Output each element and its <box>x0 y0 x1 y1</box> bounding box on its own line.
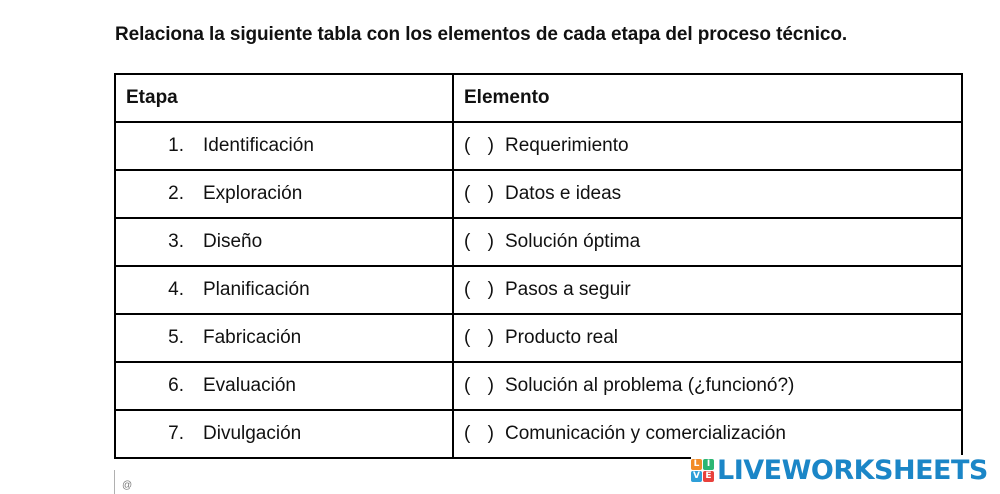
answer-blank[interactable] <box>464 279 494 301</box>
stage-number: 5. <box>168 327 184 348</box>
element-text: Pasos a seguir <box>505 279 631 300</box>
answer-blank[interactable] <box>464 135 494 157</box>
close-paren: ) <box>487 327 494 348</box>
open-paren: ( <box>464 279 471 300</box>
stage-cell <box>115 170 453 218</box>
stage-cell <box>115 410 453 458</box>
stage-number: 3. <box>168 231 184 252</box>
element-cell <box>453 362 962 410</box>
element-text: Requerimiento <box>505 135 629 156</box>
stage-cell <box>115 362 453 410</box>
close-paren: ) <box>487 375 494 396</box>
element-cell <box>453 410 962 458</box>
logo-tile: I <box>703 459 714 470</box>
answer-blank[interactable] <box>464 183 494 205</box>
answer-blank[interactable] <box>464 327 494 349</box>
stage-number: 6. <box>168 375 184 396</box>
stage-name: Fabricación <box>203 327 302 348</box>
stage-cell <box>115 266 453 314</box>
matching-table <box>114 73 963 459</box>
brand-wordmark: LIVEWORKSHEETS <box>717 454 988 486</box>
open-paren: ( <box>464 423 471 444</box>
element-text: Datos e ideas <box>505 183 622 204</box>
stage-name: Identificación <box>203 135 314 156</box>
header-stage: Etapa <box>115 74 453 122</box>
close-paren: ) <box>487 135 494 156</box>
open-paren: ( <box>464 183 471 204</box>
stage-name: Evaluación <box>203 375 296 396</box>
stage-cell <box>115 218 453 266</box>
stage-name: Diseño <box>203 231 263 252</box>
instruction-title: Relaciona la siguiente tabla con los elementos de cada etapa del proceso técnico. <box>115 24 848 45</box>
close-paren: ) <box>487 183 494 204</box>
element-text: Comunicación y comercialización <box>505 423 786 444</box>
close-paren: ) <box>487 279 494 300</box>
table-row <box>115 314 962 362</box>
answer-blank[interactable] <box>464 423 494 445</box>
table-row <box>115 218 962 266</box>
stage-number: 7. <box>168 423 184 444</box>
liveworksheets-logo-icon <box>691 459 714 482</box>
liveworksheets-brand <box>691 455 994 485</box>
open-paren: ( <box>464 231 471 252</box>
stage-name: Divulgación <box>203 423 302 444</box>
table-row <box>115 122 962 170</box>
table-row <box>115 410 962 458</box>
stage-name: Planificación <box>203 279 310 300</box>
logo-tile: L <box>691 459 702 470</box>
open-paren: ( <box>464 375 471 396</box>
stage-cell <box>115 314 453 362</box>
answer-blank[interactable] <box>464 375 494 397</box>
header-element: Elemento <box>453 74 962 122</box>
logo-tile: V <box>691 471 702 482</box>
stage-number: 1. <box>168 135 184 156</box>
table-row <box>115 362 962 410</box>
stage-number: 4. <box>168 279 184 300</box>
at-mark: @ <box>122 480 133 491</box>
table-header-row <box>115 74 962 122</box>
footer-divider <box>114 470 115 494</box>
element-cell <box>453 218 962 266</box>
logo-tile: E <box>703 471 714 482</box>
open-paren: ( <box>464 327 471 348</box>
stage-number: 2. <box>168 183 184 204</box>
open-paren: ( <box>464 135 471 156</box>
element-cell <box>453 170 962 218</box>
element-text: Solución al problema (¿funcionó?) <box>505 375 795 396</box>
element-cell <box>453 122 962 170</box>
table-row <box>115 266 962 314</box>
stage-cell <box>115 122 453 170</box>
element-text: Solución óptima <box>505 231 641 252</box>
close-paren: ) <box>487 423 494 444</box>
answer-blank[interactable] <box>464 231 494 253</box>
table-row <box>115 170 962 218</box>
element-cell <box>453 314 962 362</box>
stage-name: Exploración <box>203 183 303 204</box>
close-paren: ) <box>487 231 494 252</box>
element-text: Producto real <box>505 327 619 348</box>
element-cell <box>453 266 962 314</box>
